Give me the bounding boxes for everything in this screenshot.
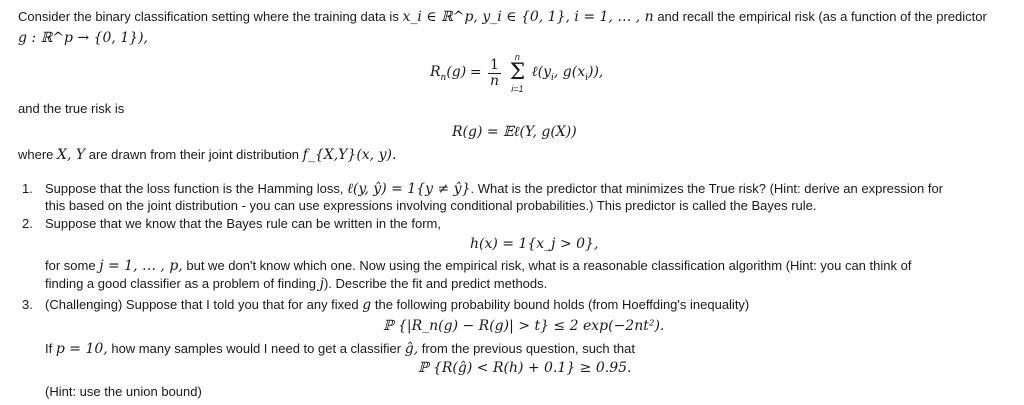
q2-line3-a: finding a good classifier as a problem of finding [45, 276, 316, 291]
q3-line2-b: how many samples would I need to get a classifier [111, 341, 402, 356]
q2-line-1: Suppose that we know that the Bayes rule can be written in the form, [45, 216, 441, 231]
q1-math: ℓ(y, ŷ) = 1{y ≠ ŷ} [347, 181, 471, 197]
where-vars: X, Y [57, 147, 86, 163]
q3-formula-1: ℙ {|R_n(g) − R(g)| > t} ≤ 2 exp(−2nt²). [383, 318, 665, 334]
where-text: where [18, 147, 54, 162]
where-dist: f_{X,Y}(x, y). [302, 147, 397, 163]
intro-line-1 [18, 9, 987, 25]
q3-line-2 [45, 341, 635, 357]
q1-line-1 [45, 181, 943, 197]
intro-text: Consider the binary classification setting where the training data is [18, 9, 399, 24]
q2-number: 2. [22, 216, 33, 231]
true-risk-formula: R(g) = 𝔼ℓ(Y, g(X)) [452, 124, 577, 140]
q2-line-3 [45, 276, 547, 292]
q2-line3-math: j [319, 276, 324, 292]
q1-text-a: Suppose that the loss function is the Hamming loss, [45, 181, 344, 196]
q2-math: j = 1, … , p, [99, 258, 183, 274]
q2-formula: h(x) = 1{x_j > 0}, [470, 236, 599, 252]
q2-text-b: but we don't know which one. Now using the empirical risk, what is a reasonable classification algorithm (Hint: you can think of [186, 258, 912, 273]
q2-line-2 [45, 258, 911, 274]
q1-number: 1. [22, 181, 33, 196]
true-risk-intro: and the true risk is [18, 101, 125, 116]
q3-hint: (Hint: use the union bound) [45, 384, 202, 399]
q1-line-2: this based on the joint distribution - you can use expressions involving conditional probabilities.) This predictor is called the Bayes rule. [45, 198, 817, 213]
where-mid: are drawn from their joint distribution [88, 147, 300, 162]
q2-line3-b: ). Describe the fit and predict methods. [323, 276, 548, 291]
q2-text-a: for some [45, 258, 96, 273]
predictor-def: g : ℝ^p → {0, 1}), [18, 30, 148, 46]
q3-math: g [362, 297, 372, 313]
q1-text-b: . What is the predictor that minimizes the True risk? (Hint: derive an expression for [470, 181, 944, 196]
intro-line-2 [18, 30, 148, 46]
q3-formula-2: ℙ {R(ĝ) < R(h) + 0.1} ≥ 0.95. [418, 360, 632, 376]
q3-line2-c: from the previous question, such that [421, 341, 635, 356]
intro-math-data: x_i ∈ ℝ^p, y_i ∈ {0, 1}, i = 1, … , n [402, 9, 654, 25]
q3-number: 3. [22, 297, 33, 312]
empirical-risk-formula: $R_n(g)$ = $\frac{1}{n}$ n Σ i=1 $\ell(y_i$, $g(x_i)$), [430, 52, 604, 94]
q3-line2-a: If [45, 341, 53, 356]
q3-line-1 [45, 297, 749, 313]
q3-line2-math2: ĝ, [404, 341, 419, 357]
q3-text-a: (Challenging) Suppose that I told you that for any fixed [45, 297, 359, 312]
q3-text-b: the following probability bound holds (from Hoeffding's inequality) [374, 297, 750, 312]
intro-tail: and recall the empirical risk (as a function of the predictor [657, 9, 987, 24]
q3-line2-math: p = 10, [55, 341, 108, 357]
where-line [18, 147, 396, 163]
